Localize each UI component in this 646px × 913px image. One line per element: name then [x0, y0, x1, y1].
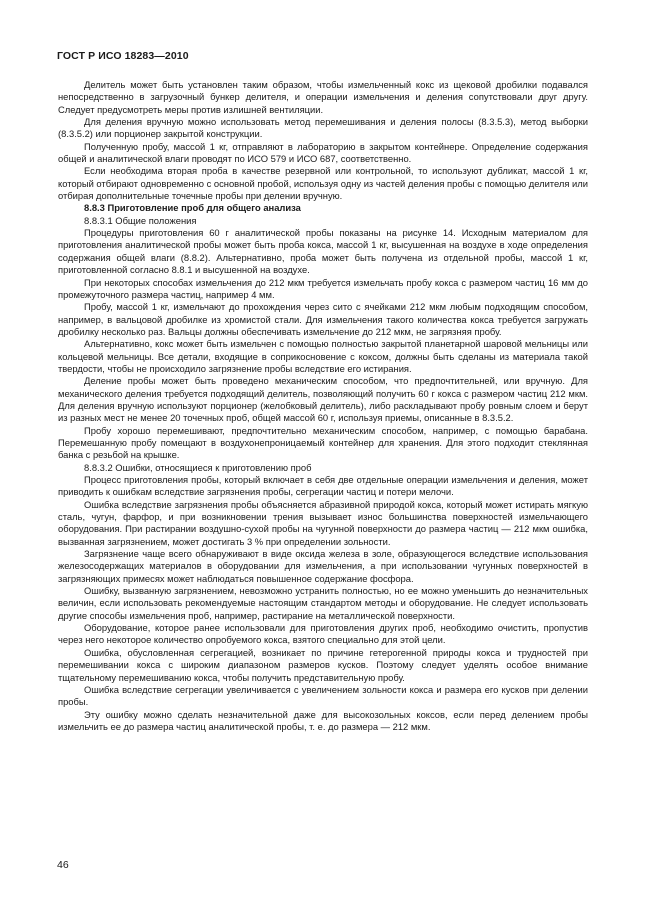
document-body [58, 79, 588, 733]
paragraph: Пробу, массой 1 кг, измельчают до прохождения через сито с ячейками 212 мкм любым подходящим способом, например, в вальцовой дробилке из хромистой стали. Для измельчения такого количества кокса требуется загружать дробилку несколько раз. Вальцы должны обеспечивать измельчение до 212 мкм, не загрязняя пробу. [58, 301, 588, 337]
document-header: ГОСТ Р ИСО 18283—2010 [57, 50, 189, 62]
paragraph: Ошибку, вызванную загрязнением, невозможно устранить полностью, но ее можно уменьшить до незначительных величин, если использовать рекомендуемые настоящим стандартом методы и оборудование. Не следует использовать другие способы измельчения проб, например, растирание на металлической поверхности. [58, 585, 588, 621]
paragraph: Загрязнение чаще всего обнаруживают в виде оксида железа в золе, образующегося вследствие использования железосодержащих материалов в оборудовании для измельчения, а при использовании чугунных поверхностей в загрязняющих примесях может наблюдаться повышенное содержание фосфора. [58, 548, 588, 584]
paragraph: Ошибка вследствие загрязнения пробы объясняется абразивной природой кокса, который может истирать мягкую сталь, чугун, фарфор, и при возникновении трения вызывает износ большинства поверхностей измельчающего оборудования. При растирании воздушно-сухой пробы на чугунной поверхности до размера частиц — 212 мкм ошибка, вызванная загрязнением, может достигать 3 % при определении зольности. [58, 498, 588, 547]
page-number: 46 [57, 859, 69, 871]
paragraph: Деление пробы может быть проведено механическим способом, что предпочтительней, или вручную. Для механического деления требуется подходящий делитель, позволяющий получить 60 г кокса с размером частиц 212 мкм. Для деления вручную используют порционер (желобковый делитель), либо раскладывают пробу ровным слоем и берут из разных мест не менее 20 точечных проб, общей массой 60 г, используя приемы, описанные в 8.3.5.2. [58, 375, 588, 424]
subsection-heading: 8.8.3.1 Общие положения [84, 214, 197, 226]
paragraph: Если необходима вторая проба в качестве резервной или контрольной, то используют дубликат, массой 1 кг, который отбирают одновременно с основной пробой, используя одну из частей деления пробы с помощью делителя или отбирая дополнительные точечные пробы при делении вручную. [58, 165, 588, 202]
paragraph: Процедуры приготовления 60 г аналитической пробы показаны на рисунке 14. Исходным материалом для приготовления аналитической пробы может быть проба кокса, массой 1 кг, высушенная на воздухе в ходе определения содержания общей влаги (8.8.2). Альтернативно, проба может быть получена из отдельной пробы, массой 1 кг, приготовленной согласно 8.8.1 и высушенной на воздухе. [58, 227, 588, 276]
paragraph: Процесс приготовления пробы, который включает в себя две отдельные операции измельчения и деления, может приводить к ошибкам вследствие загрязнения пробы, сегрегации частиц и потери мелочи. [58, 474, 588, 498]
paragraph: Альтернативно, кокс может быть измельчен с помощью полностью закрытой планетарной шаровой мельницы или кольцевой мельницы. Все детали, входящие в соприкосновение с коксом, должны быть сделаны из материала такой твердости, чтобы не происходило загрязнение пробы вследствие его истирания. [58, 338, 588, 374]
paragraph: Пробу хорошо перемешивают, предпочтительно механическим способом, например, с помощью барабана. Перемешанную пробу помещают в воздухонепроницаемый контейнер для хранения. Для этого подходит стеклянная банка с резьбой на крышке. [58, 424, 588, 461]
paragraph: Для деления вручную можно использовать метод перемешивания и деления полосы (8.3.5.3), метод выборки (8.3.5.2) или порционер закрытой конструкции. [58, 116, 588, 140]
subsection-heading: 8.8.3.2 Ошибки, относящиеся к приготовлению проб [84, 461, 312, 473]
section-heading: 8.8.3 Приготовление проб для общего анализа [84, 202, 301, 214]
paragraph: Полученную пробу, массой 1 кг, отправляют в лабораторию в закрытом контейнере. Определение содержания общей и аналитической влаги проводят по ИСО 579 и ИСО 687, соответственно. [58, 140, 588, 165]
paragraph: Ошибка вследствие сегрегации увеличивается с увеличением зольности кокса и размера его кусков при делении пробы. [58, 683, 588, 708]
paragraph: Оборудование, которое ранее использовали для приготовления других проб, необходимо очистить, пропустив через него некоторое количество опробуемого кокса, взятого специально для этой цели. [58, 622, 588, 646]
paragraph: При некоторых способах измельчения до 212 мкм требуется измельчать пробу кокса с размером частиц 16 мм до промежуточного размера частиц, например 4 мм. [58, 276, 588, 300]
paragraph: Делитель может быть установлен таким образом, чтобы измельченный кокс из щековой дробилки подавался непосредственно в загрузочный бункер делителя, и операции измельчения и деления сопутствовали друг другу. Следует предусмотреть меры против излишней вентиляции. [58, 79, 588, 115]
paragraph: Эту ошибку можно сделать незначительной даже для высокозольных коксов, если перед делением пробы измельчить ее до размера частиц аналитической пробы, т. е. до размера — 212 мкм. [58, 708, 588, 732]
paragraph: Ошибка, обусловленная сегрегацией, возникает по причине гетерогенной природы кокса и трудностей при перемешивании кокса с широким диапазоном размеров кусков. Поэтому следует уделять особое внимание тщательному перемешиванию кокса, чтобы получить представительную пробу. [58, 646, 588, 683]
